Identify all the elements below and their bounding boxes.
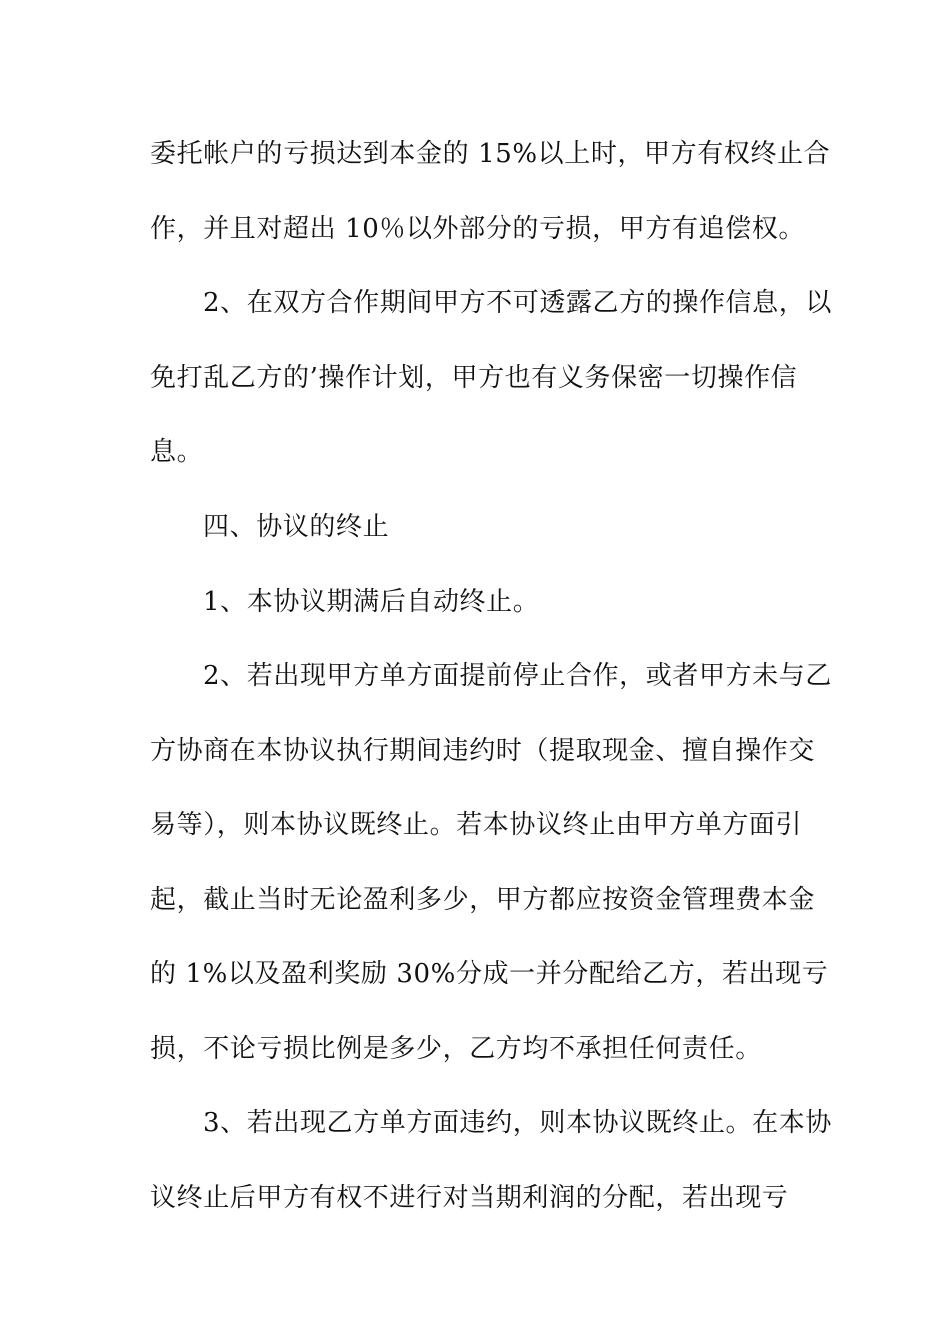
paragraph-start-line: 2、在双方合作期间甲方不可透露乙方的操作信息，以 [203,288,832,318]
paragraph-start-line: 1、本协议期满后自动终止。 [203,587,540,617]
text-line: 方协商在本协议执行期间违约时（提取现金、擅自操作交 [150,736,816,766]
text-line: 委托帐户的亏损达到本金的 15%以上时，甲方有权终止合 [150,139,831,169]
text-line: 损，不论亏损比例是多少，乙方均不承担任何责任。 [150,1034,762,1064]
text-line: 作，并且对超出 10％以外部分的亏损，甲方有追偿权。 [150,214,805,244]
section-heading: 四、协议的终止 [203,512,390,542]
text-line: 免打乱乙方的’操作计划，甲方也有义务保密一切操作信 [150,363,798,393]
text-line: 议终止后甲方有权不进行对当期利润的分配，若出现亏 [150,1183,789,1213]
paragraph-start-line: 2、若出现甲方单方面提前停止合作，或者甲方未与乙 [203,661,832,691]
text-line: 起，截止当时无论盈利多少，甲方都应按资金管理费本金 [150,885,816,915]
text-line: 易等），则本协议既终止。若本协议终止由甲方单方面引 [150,810,803,840]
text-line: 的 1%以及盈利奖励 30%分成一并分配给乙方，若出现亏 [150,959,829,989]
text-line: 息。 [150,437,204,467]
paragraph-start-line: 3、若出现乙方单方面违约，则本协议既终止。在本协 [203,1108,832,1138]
